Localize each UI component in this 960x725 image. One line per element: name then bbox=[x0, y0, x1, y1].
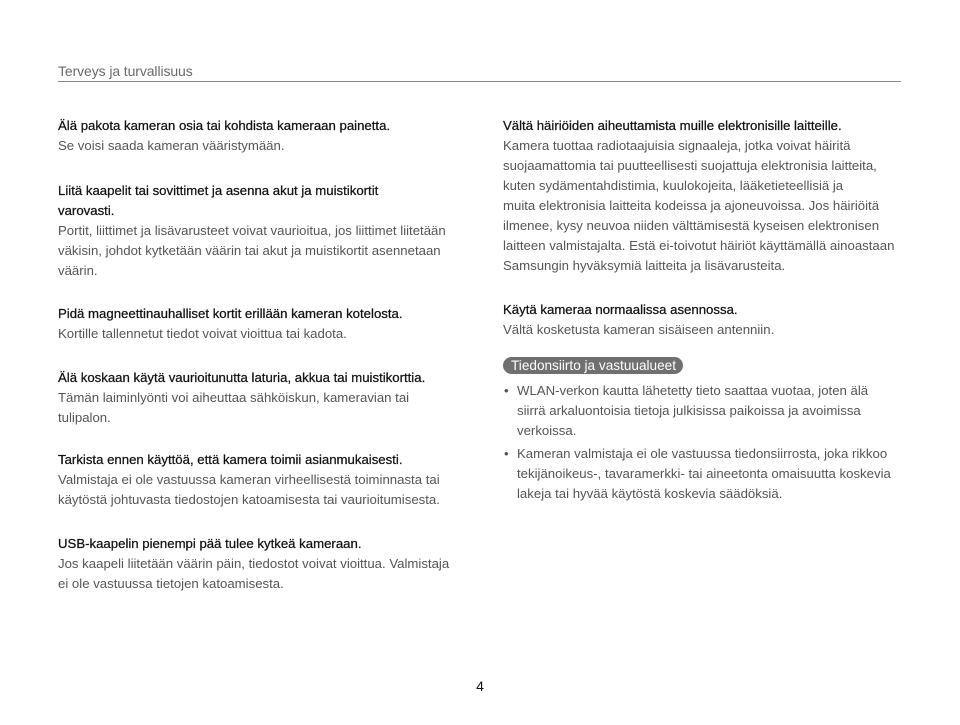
section-heading: varovasti. bbox=[58, 203, 115, 218]
section-text: laitteen valmistajalta. Estä ei-toivotut häiriöt käyttämällä ainoastaan bbox=[503, 238, 895, 253]
section-text: kuten sydämentahdistimia, kuulokojeita, lääketieteellisiä ja bbox=[503, 178, 844, 193]
list-item-line: Kameran valmistaja ei ole vastuussa tiedonsiirrosta, joka rikkoo bbox=[517, 446, 888, 461]
list-item-line: tekijänoikeus-, tavaramerkki- tai aineetonta omaisuutta koskevia bbox=[517, 466, 891, 481]
list-item-line: siirrä arkaluontoisia tietoja julkisissa paikoissa ja avoimissa bbox=[517, 403, 861, 418]
section-heading: Älä pakota kameran osia tai kohdista kameraan painetta. bbox=[58, 118, 391, 133]
list-item-line: WLAN-verkon kautta lähetetty tieto saattaa vuotaa, joten älä bbox=[517, 383, 869, 398]
section-text: Tämän laiminlyönti voi aiheuttaa sähköiskun, kameravian tai bbox=[58, 390, 410, 405]
section-interference bbox=[503, 116, 903, 276]
section-text: Kamera tuottaa radiotaajuisia signaaleja, jotka voivat häiritä bbox=[503, 138, 851, 153]
right-column bbox=[503, 116, 903, 507]
page-number: 4 bbox=[476, 678, 484, 694]
section-text: Portit, liittimet ja lisävarusteet voivat vaurioitua, jos liittimet liitetään bbox=[58, 223, 446, 238]
section-text: Samsungin hyväksymiä laitteita ja lisävarusteita. bbox=[503, 258, 786, 273]
list-item bbox=[503, 381, 903, 441]
section-heading: Pidä magneettinauhalliset kortit erillään kameran kotelosta. bbox=[58, 306, 403, 321]
section-damaged-charger bbox=[58, 368, 463, 428]
left-column bbox=[58, 116, 463, 594]
section-heading: Älä koskaan käytä vaurioitunutta laturia, akkua tai muistikorttia. bbox=[58, 370, 426, 385]
section-text: suojaamattomia tai puutteellisesti suojattuja elektronisia laitteita, bbox=[503, 158, 877, 173]
section-text: muita elektronisia laitteita kodeissa ja ajoneuvoissa. Jos häiriöitä bbox=[503, 198, 880, 213]
section-data-transfer bbox=[503, 357, 903, 504]
section-check-before-use bbox=[58, 450, 463, 510]
section-magnetic-cards bbox=[58, 304, 463, 344]
section-heading: Liitä kaapelit tai sovittimet ja asenna akut ja muistikortit bbox=[58, 183, 379, 198]
section-heading: USB-kaapelin pienempi pää tulee kytkeä kameraan. bbox=[58, 536, 362, 551]
section-heading: Vältä häiriöiden aiheuttamista muille elektronisille laitteille. bbox=[503, 118, 842, 133]
bullet-icon: • bbox=[504, 446, 509, 461]
list-item-line: lakeja tai hyvää käytöstä koskevia säädöksiä. bbox=[517, 486, 783, 501]
section-text: Jos kaapeli liitetään väärin päin, tiedostot voivat vioittua. Valmistaja bbox=[58, 556, 450, 571]
list-item-line: verkoissa. bbox=[517, 423, 577, 438]
section-text: väärin. bbox=[58, 263, 98, 278]
section-text: ilmenee, kysy neuvoa niiden välttämisestä kyseisen elektronisen bbox=[503, 218, 880, 233]
section-text: ei ole vastuussa tietojen katoamisesta. bbox=[58, 576, 284, 591]
section-text: Kortille tallennetut tiedot voivat vioittua tai kadota. bbox=[58, 326, 347, 341]
section-title: Terveys ja turvallisuus bbox=[58, 63, 193, 79]
section-usb-cable bbox=[58, 534, 463, 594]
section-text: Vältä kosketusta kameran sisäiseen antenniin. bbox=[503, 322, 775, 337]
page-header bbox=[58, 62, 901, 82]
section-text: tulipalon. bbox=[58, 410, 111, 425]
data-transfer-list bbox=[503, 381, 903, 504]
section-heading: Käytä kameraa normaalissa asennossa. bbox=[503, 302, 738, 317]
section-text: käytöstä johtuvasta tiedostojen katoamisesta tai vaurioitumisesta. bbox=[58, 492, 440, 507]
section-heading: Tarkista ennen käyttöä, että kamera toimii asianmukaisesti. bbox=[58, 452, 403, 467]
section-no-pressure bbox=[58, 116, 463, 156]
section-connect-carefully bbox=[58, 181, 463, 281]
section-text: Se voisi saada kameran vääristymään. bbox=[58, 138, 285, 153]
section-normal-position bbox=[503, 300, 903, 340]
section-text: väkisin, johdot kytketään väärin tai akut ja muistikortit asennetaan bbox=[58, 243, 441, 258]
bullet-icon: • bbox=[504, 383, 509, 398]
section-text: Valmistaja ei ole vastuussa kameran virheellisestä toiminnasta tai bbox=[58, 472, 440, 487]
data-transfer-badge: Tiedonsiirto ja vastuualueet bbox=[503, 357, 683, 374]
list-item bbox=[503, 444, 903, 504]
